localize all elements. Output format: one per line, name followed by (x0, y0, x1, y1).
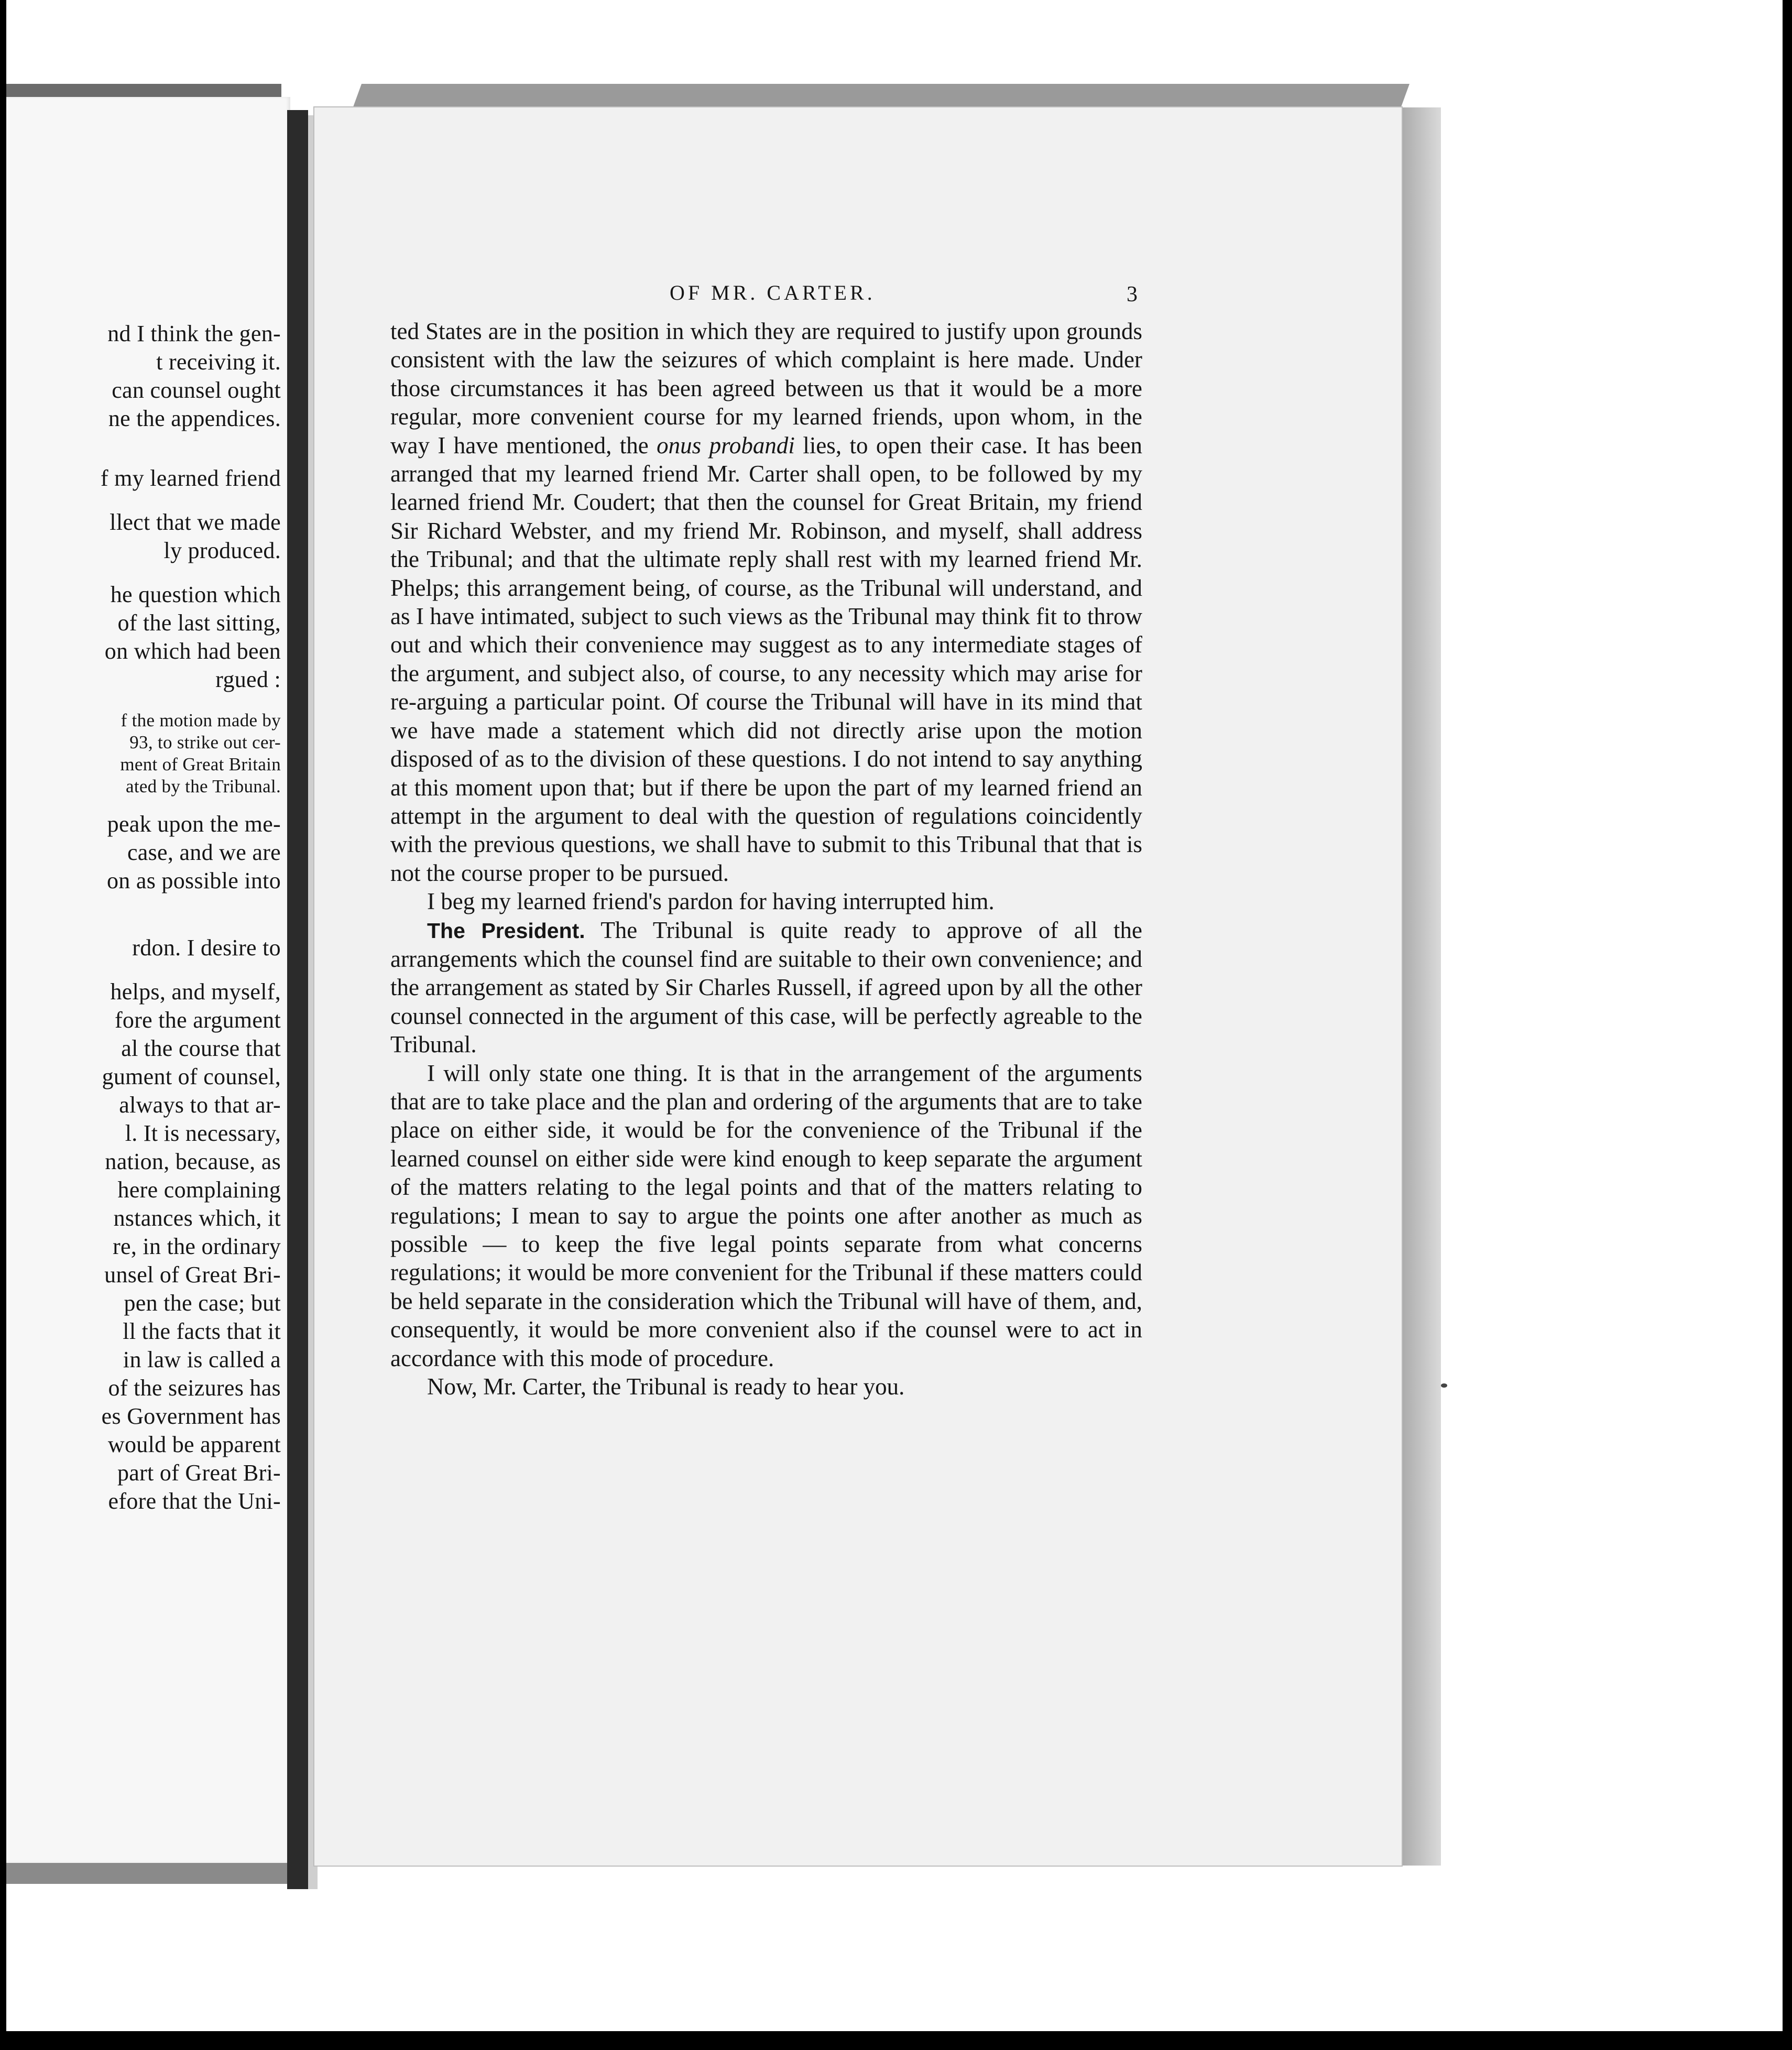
left-line: unsel of Great Bri- (104, 1262, 281, 1288)
left-line (6, 694, 281, 710)
left-line: case, and we are (127, 839, 281, 865)
left-line: can counsel ought (112, 377, 281, 403)
film-border-left (0, 0, 6, 2050)
left-line: of the last sitting, (117, 610, 281, 636)
left-footnote-line: 93, to strike out cer- (129, 732, 281, 753)
left-line: of the seizures has (108, 1375, 281, 1401)
left-line: on which had been (104, 638, 281, 664)
page-body (390, 317, 1142, 1401)
left-line (6, 923, 281, 934)
left-line: nation, because, as (105, 1149, 281, 1174)
left-line: rgued : (215, 667, 281, 692)
left-line (6, 565, 281, 581)
latin-phrase: onus probandi (657, 432, 795, 459)
left-line: ll the facts that it (123, 1318, 281, 1344)
left-line: t receiving it. (156, 349, 281, 375)
left-line: ly produced. (163, 538, 281, 563)
page-stack-edge (1400, 107, 1441, 1866)
speaker-name: The President. (427, 918, 585, 943)
left-line: re, in the ordinary (113, 1234, 281, 1259)
left-line: rdon. I desire to (132, 935, 281, 961)
left-gap (6, 798, 281, 810)
paragraph-text: The Tribunal is quite ready to approve of all the arrangements which the counsel find are suitable to their own convenience; and the arrangement as stated by Sir Charles Russell, if agreed upon by all the other counsel connected in the argument of this case, will be perfectly agreable to the Tribunal. (390, 917, 1142, 1058)
left-line (6, 433, 281, 464)
left-page-bottom-edge (6, 1863, 292, 1884)
left-line (6, 962, 281, 978)
paragraph-text: ted States are in the position in which they are required to justify upon grounds consistent with the law the seizures of which complaint is here made. Under those circumstances it has been agreed between us that it would be a more regular, more convenient course for my learned friends, upon whom, in the way I have mentioned, the (390, 318, 1142, 459)
left-line: peak upon the me- (107, 811, 281, 837)
left-page-text (6, 320, 281, 1515)
left-footnote-line: f the motion made by (121, 710, 281, 730)
scan-speck (1441, 1383, 1447, 1388)
left-page (6, 97, 290, 1863)
paragraph (390, 916, 1142, 1059)
left-line: f my learned friend (100, 465, 281, 491)
left-line: here complaining (117, 1177, 281, 1203)
left-line: in law is called a (123, 1347, 281, 1372)
left-line: gument of counsel, (102, 1064, 281, 1089)
paragraph: Now, Mr. Carter, the Tribunal is ready to hear you. (427, 1373, 905, 1400)
left-line (6, 895, 281, 923)
left-line: ne the appendices. (108, 406, 281, 431)
left-line: es Government has (101, 1403, 281, 1429)
left-line: would be apparent (107, 1432, 281, 1457)
film-border-right (1783, 0, 1792, 2050)
left-line: nstances which, it (113, 1205, 281, 1231)
paragraph (390, 317, 1142, 887)
book-spine (287, 110, 308, 1889)
left-line: efore that the Uni- (108, 1488, 281, 1514)
left-footnote-line: ment of Great Britain (120, 754, 281, 775)
left-line: he question which (110, 582, 281, 607)
left-footnote-line: ated by the Tribunal. (125, 776, 281, 797)
page-number: 3 (1127, 282, 1138, 307)
running-head: OF MR. CARTER. (670, 281, 876, 304)
left-line: al the course that (121, 1035, 281, 1061)
paragraph-text: lies, to open their case. It has been arranged that my learned friend Mr. Carter shall open, to be followed by my learned friend Mr. Coudert; that then the counsel for Great Britain, my friend Sir Richard Webster, and my friend Mr. Robinson, and myself, shall address the Tribunal; and that the ultimate reply shall rest with my learned friend Mr. Phelps; this arrangement being, of course, as the Tribunal will understand, and as I have intimated, subject to such views as the Tribunal may think fit to throw out and which their convenience may suggest as to any intermediate stages of the argument, and subject also, of course, to any necessity which may arise for re-arguing a particular point. Of course the Tribunal will have in its mind that we have made a statement which did not directly arise upon the motion disposed of as to the division of these questions. I do not intend to say anything at this moment upon that; but if there be upon the part of my learned friend an attempt in the argument to deal with the question of regulations coincidently with the previous questions, we shall have to submit to this Tribunal that that is not the course proper to be pursued. (390, 432, 1142, 886)
paragraph: I will only state one thing. It is that in the arrangement of the arguments that are to take place and the plan and ordering of the arguments that are to take place on either side, it would be for the convenience of the Tribunal if the learned counsel on either side were kind enough to keep separate the argument of the matters relating to the legal points and that of the matters relating to regulations; I mean to say to argue the points one after another as much as possible — to keep the five legal points separate from what concerns regulations; it would be more convenient for the Tribunal if these matters could be held separate in the consideration which the Tribunal will have of them, and, consequently, it would be more convenient also if the counsel were to act in accordance with this mode of procedure. (390, 1060, 1142, 1371)
left-line: fore the argument (114, 1007, 281, 1033)
left-line: llect that we made (110, 509, 281, 535)
left-line: part of Great Bri- (117, 1460, 281, 1486)
left-line: on as possible into (106, 868, 281, 893)
paragraph: I beg my learned friend's pardon for having interrupted him. (427, 888, 995, 915)
left-line: l. It is necessary, (125, 1120, 281, 1146)
film-border-bottom (0, 2031, 1792, 2050)
left-line (6, 493, 281, 508)
left-line: always to that ar- (119, 1092, 281, 1118)
left-line: pen the case; but (124, 1290, 281, 1316)
left-line: helps, and myself, (110, 979, 281, 1005)
left-line: nd I think the gen- (107, 321, 281, 346)
